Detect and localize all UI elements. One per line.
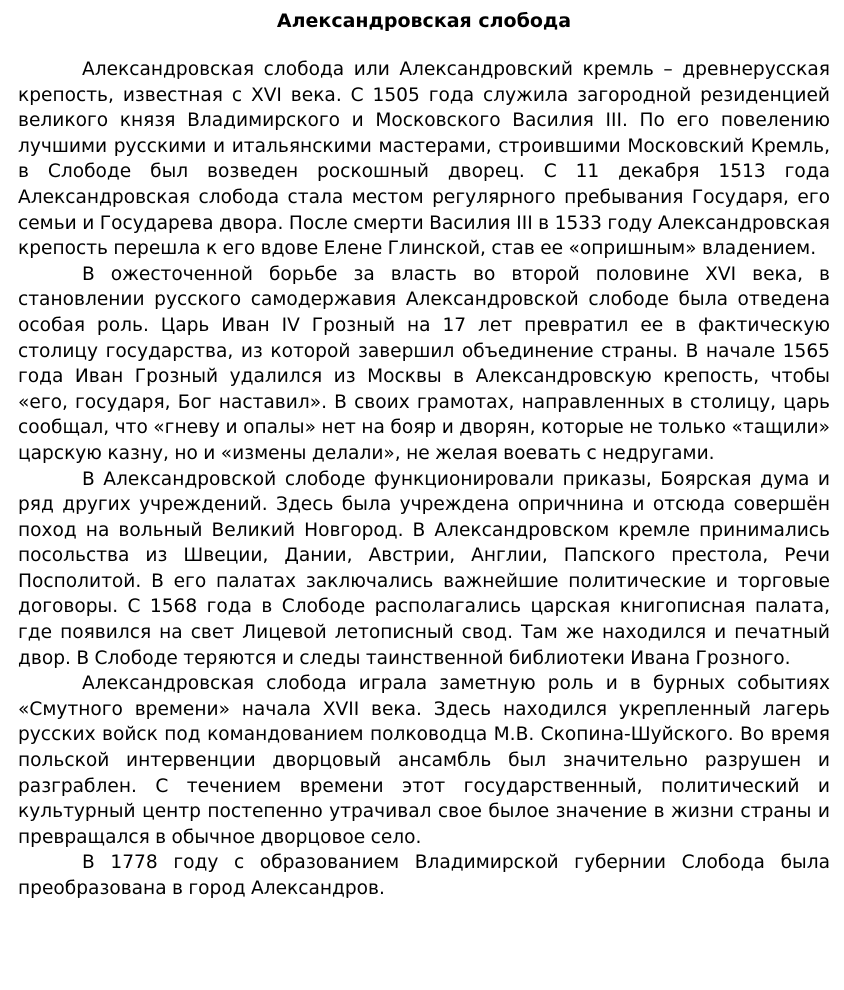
paragraph-1: Александровская слобода или Александровский кремль – древнерусская крепость, известная с XVI века. С 1505 года служила загородной резиденцией великого князя Владимирского и Московского Василия III. По его повелению лучшими русскими и итальянскими мастерами, строившими Московский Кремль, в Слободе был возведен роскошный дворец. С 11 декабря 1513 года Александровская слобода стала местом регулярного пребывания Государя, его семьи и Государева двора. После смерти Василия III в 1533 году Александровская крепость перешла к его вдове Елене Глинской, став ее «опришным» владением.	[18, 59, 830, 260]
paragraph-3: В Александровской слободе функционировали приказы, Боярская дума и ряд других учреждений. Здесь была учреждена опричнина и отсюда совершён поход на вольный Великий Новгород. В Александровском кремле принимались посольства из Швеции, Дании, Австрии, Англии, Папского престола, Речи Посполитой. В его палатах заключались важнейшие политические и торговые договоры. С 1568 года в Слободе располагались царская книгописная палата, где появился на свет Лицевой летописный свод. Там же находился и печатный двор. В Слободе теряются и следы таинственной библиотеки Ивана Грозного.	[18, 468, 830, 669]
document-title: Александровская слобода	[276, 10, 572, 32]
paragraph-5: В 1778 году с образованием Владимирской губернии Слобода была преобразована в город Александров.	[18, 852, 830, 899]
paragraph-4: Александровская слобода играла заметную роль и в бурных событиях «Смутного времени» начала XVII века. Здесь находился укрепленный лагерь русских войск под командованием полководца М.В. Скопина-Шуйского. Во время польской интервенции дворцовый ансамбль был значительно разрушен и разграблен. С течением времени этот государственный, политический и культурный центр постепенно утрачивал свое былое значение в жизни страны и превращался в обычное дворцовое село.	[18, 673, 830, 848]
document-body	[18, 57, 830, 902]
paragraph-2: В ожесточенной борьбе за власть во второй половине XVI века, в становлении русского самодержавия Александровской слободе была отведена особая роль. Царь Иван IV Грозный на 17 лет превратил ее в фактическую столицу государства, из которой завершил объединение страны. В начале 1565 года Иван Грозный удалился из Москвы в Александровскую крепость, чтобы «его, государя, Бог наставил». В своих грамотах, направленных в столицу, царь сообщал, что «гневу и опалы» нет на бояр и дворян, которые не только «тащили» царскую казну, но и «измены делали», не желая воевать с недругами.	[18, 263, 830, 464]
